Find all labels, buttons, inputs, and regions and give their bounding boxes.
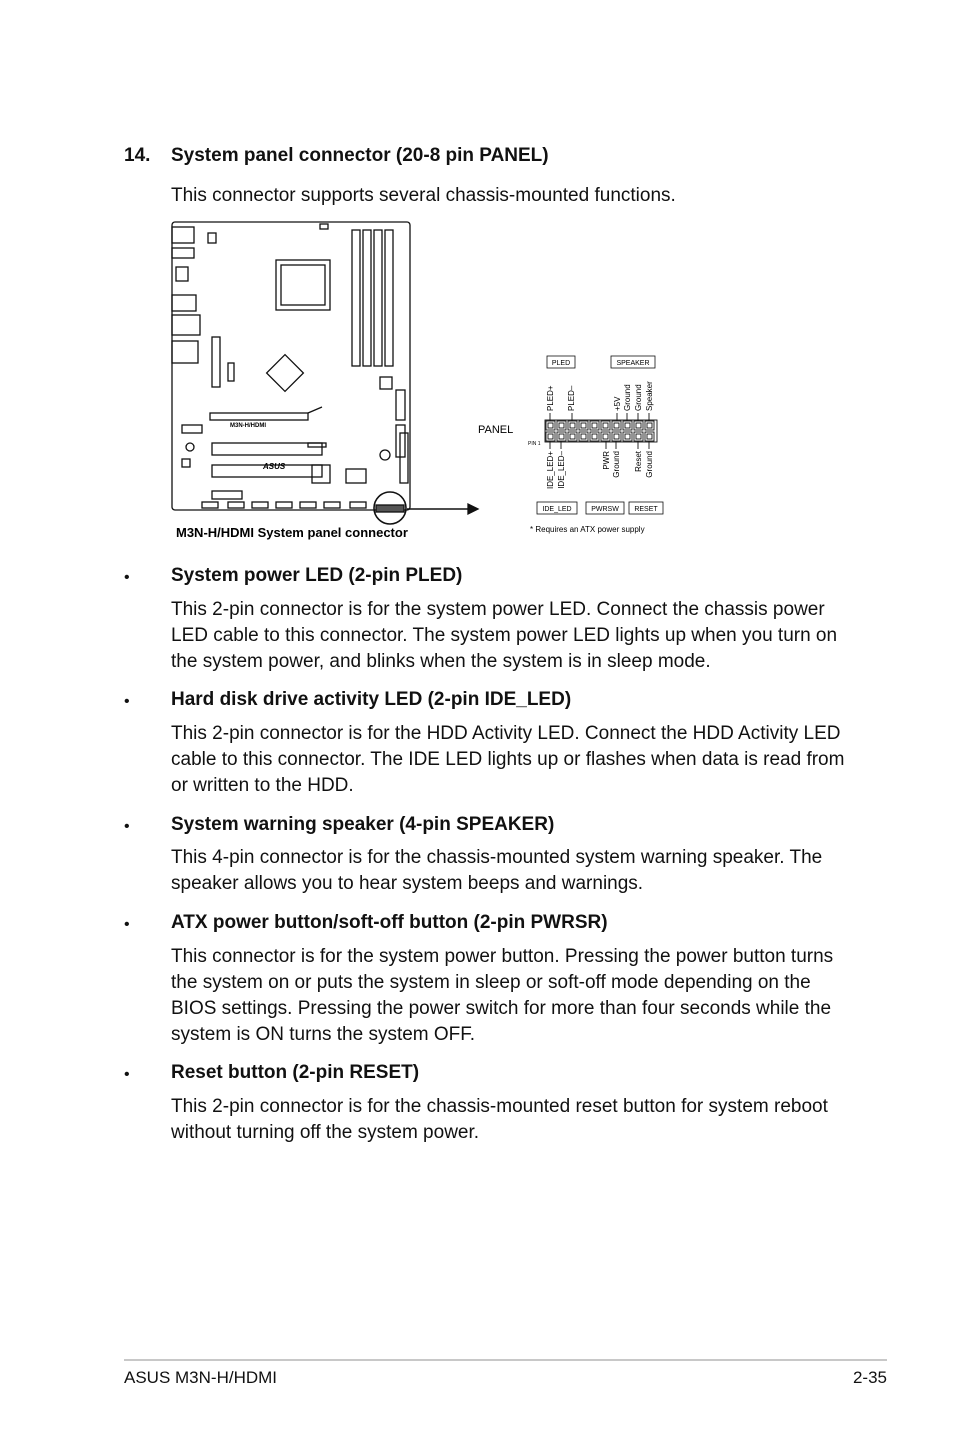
group-label-pled — [547, 356, 575, 368]
panel-header-pins — [545, 413, 657, 449]
group-label-speaker — [611, 356, 655, 368]
pin-label-pled-minus: PLED– — [567, 385, 576, 411]
panel-connector-figure — [160, 215, 860, 550]
footer-product-name: ASUS M3N-H/HDMI — [124, 1368, 278, 1387]
bullet-marker: • — [124, 818, 130, 835]
board-model-label: M3N-H/HDMI — [230, 423, 266, 429]
footer-page-number: 2-35 — [852, 1368, 887, 1387]
svg-text:IDE_LED: IDE_LED — [542, 506, 572, 513]
section-intro: This connector supports several chassis-mounted functions. — [171, 185, 676, 206]
group-label-reset — [629, 502, 663, 514]
bullet-title-pwrsr: ATX power button/soft-off button (2-pin PWRSR) — [171, 912, 608, 933]
pin-label-ide-led-plus: IDE_LED+ — [546, 451, 555, 490]
section-number: 14. — [124, 145, 151, 166]
bullet-body-reset: This 2-pin connector is for the chassis-mounted reset button for system reboot without turning off the system power. — [171, 1096, 828, 1143]
bullet-title-pled: System power LED (2-pin PLED) — [171, 565, 463, 586]
pin-label-ground-3: Ground — [612, 451, 621, 478]
pin-label-pled-plus: PLED+ — [546, 385, 555, 411]
svg-text:RESET: RESET — [634, 506, 658, 513]
pin-label-reset: Reset — [634, 451, 643, 472]
figure-caption: M3N-H/HDMI System panel connector — [176, 525, 408, 540]
pin-label-5v: +5V — [613, 396, 622, 411]
asus-logo: ASUS — [263, 462, 286, 471]
pin1-label: PIN 1 — [528, 441, 541, 447]
pin-label-speaker: Speaker — [645, 381, 654, 411]
bullet-title-reset: Reset button (2-pin RESET) — [171, 1062, 420, 1083]
bullet-marker: • — [124, 569, 130, 586]
bullet-body-pwrsr: This connector is for the system power button. Pressing the power button turns the system on or puts the system in sleep or soft-off mode depending on the BIOS settings. Pressing the power switch for more than four seconds while the system is ON turns the system OFF. — [171, 946, 834, 1045]
pin-label-ide-led-minus: IDE_LED– — [557, 451, 566, 489]
group-label-pwrsw — [586, 502, 624, 514]
section-title: System panel connector (20-8 pin PANEL) — [171, 145, 549, 166]
pin-label-pwr: PWR — [602, 451, 611, 470]
svg-text:PLED: PLED — [551, 360, 571, 367]
pin-label-ground-2: Ground — [634, 384, 643, 411]
svg-text:SPEAKER: SPEAKER — [616, 360, 650, 367]
footer-divider — [124, 1359, 887, 1361]
svg-text:PWRSW: PWRSW — [591, 506, 619, 513]
bullet-marker: • — [124, 916, 130, 933]
motherboard-diagram — [172, 222, 478, 524]
bullet-marker: • — [124, 1066, 130, 1083]
bullet-marker: • — [124, 693, 130, 710]
bullet-body-speaker: This 4-pin connector is for the chassis-mounted system warning speaker. The speaker allows you to hear system beeps and warnings. — [171, 847, 823, 894]
panel-label: PANEL — [478, 424, 514, 436]
bullet-title-ide-led: Hard disk drive activity LED (2-pin IDE_LED) — [171, 689, 572, 710]
bullet-title-speaker: System warning speaker (4-pin SPEAKER) — [171, 814, 555, 835]
bullet-body-ide-led: This 2-pin connector is for the HDD Activity LED. Connect the HDD Activity LED cable to this connector. The IDE LED lights up or flashes when data is read from or written to the HDD. — [171, 723, 845, 796]
atx-power-note: * Requires an ATX power supply — [530, 525, 645, 534]
group-label-ide-led — [537, 502, 577, 514]
pin-label-ground-4: Ground — [645, 451, 654, 478]
pin-label-ground-1: Ground — [623, 384, 632, 411]
bullet-body-pled: This 2-pin connector is for the system power LED. Connect the chassis power LED cable to this connector. The system power LED lights up when you turn on the system power, and blinks when the system is in sleep mode. — [171, 599, 838, 672]
